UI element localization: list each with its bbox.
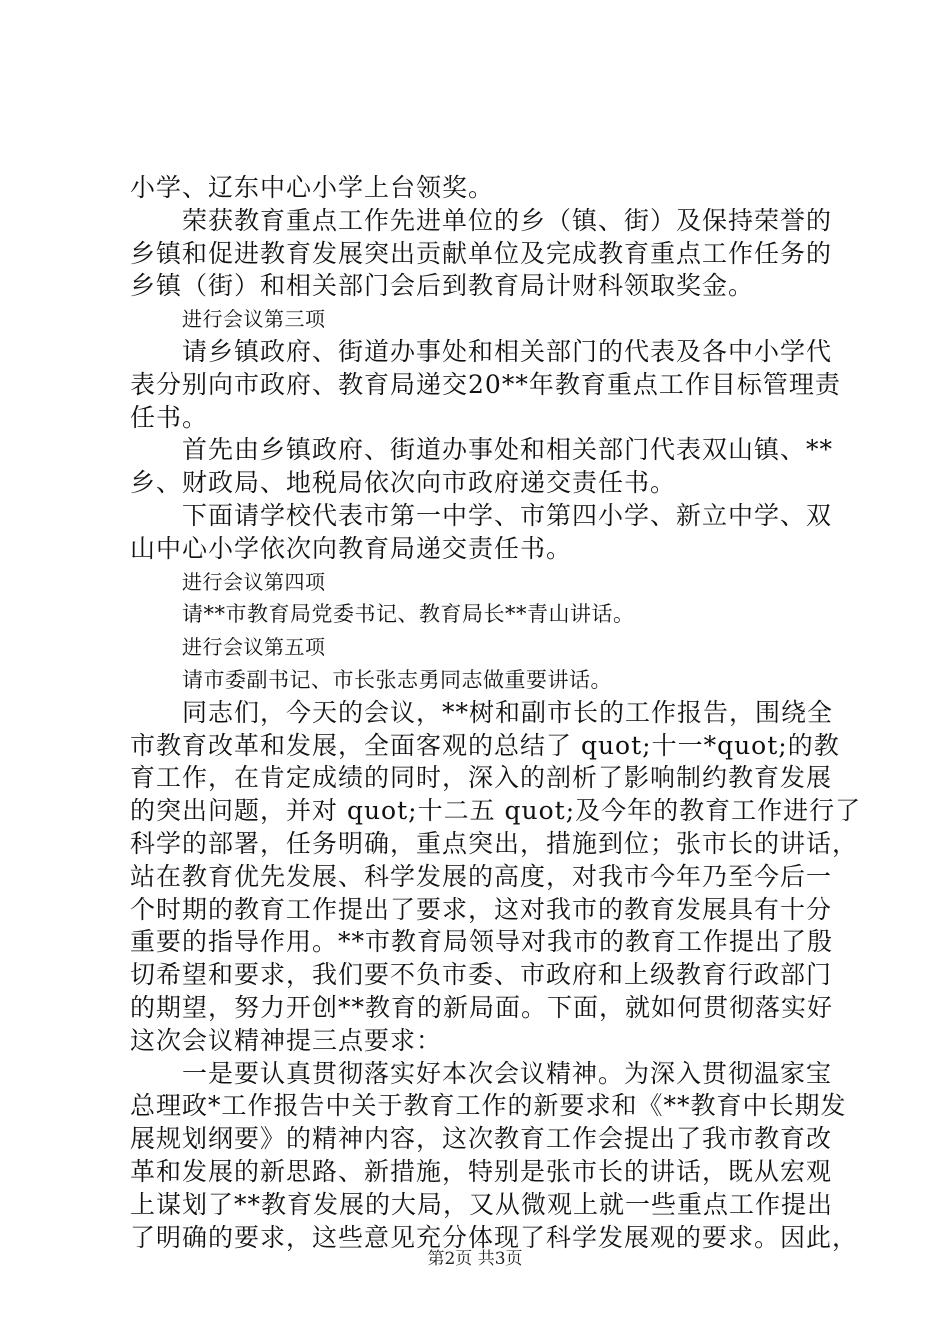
text-line: 任书。 bbox=[130, 402, 209, 432]
text-line: 的突出问题，并对 quot;十二五 quot;及今年的教育工作进行了 bbox=[130, 796, 862, 826]
text-line: 请**市教育局党委书记、教育局长**青山讲话。 bbox=[182, 602, 635, 627]
text-line: 进行会议第五项 bbox=[182, 635, 326, 660]
document-body bbox=[130, 172, 862, 1254]
text-line: 山中心小学依次向教育局递交责任书。 bbox=[130, 533, 573, 563]
text-line: 进行会议第四项 bbox=[182, 569, 326, 594]
text-line: 小学、辽东中心小学上台领奖。 bbox=[130, 173, 495, 202]
text-line: 科学的部署，任务明确，重点突出，措施到位；张市长的讲话， bbox=[130, 828, 859, 858]
text-line: 荣获教育重点工作先进单位的乡（镇、街）及保持荣誉的 bbox=[182, 205, 833, 235]
text-line: 一是要认真贯彻落实好本次会议精神。为深入贯彻温家宝 bbox=[182, 1058, 833, 1088]
text-line: 了明确的要求，这些意见充分体现了科学发展观的要求。因此， bbox=[130, 1222, 859, 1252]
text-line: 切希望和要求，我们要不负市委、市政府和上级教育行政部门 bbox=[130, 960, 833, 990]
text-line: 个时期的教育工作提出了要求，这对我市的教育发展具有十分 bbox=[130, 894, 833, 924]
text-line: 下面请学校代表市第一中学、市第四小学、新立中学、双 bbox=[182, 500, 833, 530]
page-number-label: 第2页 共3页 bbox=[427, 1249, 523, 1269]
text-line: 站在教育优先发展、科学发展的高度，对我市今年乃至今后一 bbox=[130, 861, 833, 891]
text-line: 展规划纲要》的精神内容，这次教育工作会提出了我市教育改 bbox=[130, 1124, 833, 1154]
text-line: 乡镇和促进教育发展突出贡献单位及完成教育重点工作任务的 bbox=[130, 238, 833, 268]
text-line: 请乡镇政府、街道办事处和相关部门的代表及各中小学代 bbox=[182, 336, 833, 366]
text-line: 表分别向市政府、教育局递交20**年教育重点工作目标管理责 bbox=[130, 369, 841, 399]
text-line: 革和发展的新思路、新措施，特别是张市长的讲话，既从宏观 bbox=[130, 1156, 833, 1186]
text-line: 请市委副书记、市长张志勇同志做重要讲话。 bbox=[182, 667, 612, 692]
text-line: 同志们，今天的会议，**树和副市长的工作报告，围绕全 bbox=[182, 697, 834, 727]
text-line: 市教育改革和发展，全面客观的总结了 quot;十一*quot;的教 bbox=[130, 730, 840, 760]
text-line: 首先由乡镇政府、街道办事处和相关部门代表双山镇、** bbox=[182, 435, 834, 465]
text-line: 重要的指导作用。**市教育局领导对我市的教育工作提出了殷 bbox=[130, 927, 834, 957]
text-line: 总理政*工作报告中关于教育工作的新要求和《**教育中长期发 bbox=[130, 1091, 847, 1121]
text-line: 的期望，努力开创**教育的新局面。下面，就如何贯彻落实好 bbox=[130, 992, 834, 1022]
text-line: 乡镇（街）和相关部门会后到教育局计财科领取奖金。 bbox=[130, 271, 755, 301]
text-line: 进行会议第三项 bbox=[182, 307, 326, 332]
text-line: 乡、财政局、地税局依次向市政府递交责任书。 bbox=[130, 468, 677, 498]
text-line: 上谋划了**教育发展的大局，又从微观上就一些重点工作提出 bbox=[130, 1189, 834, 1219]
text-line: 这次会议精神提三点要求： bbox=[130, 1025, 443, 1055]
page-footer bbox=[0, 1244, 950, 1269]
text-line: 育工作，在肯定成绩的同时，深入的剖析了影响制约教育发展 bbox=[130, 763, 833, 793]
